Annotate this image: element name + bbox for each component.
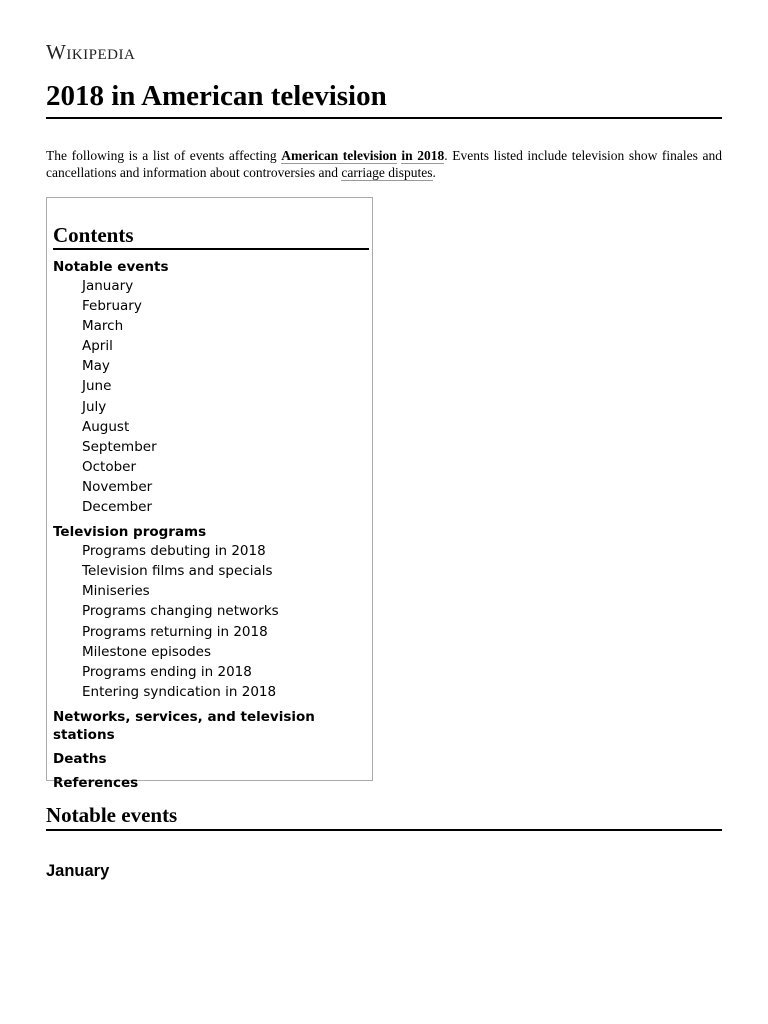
toc-section-link[interactable]: Deaths xyxy=(53,750,107,767)
wikipedia-wordmark[interactable]: Wikipedia xyxy=(46,40,136,64)
subsection-heading-january: January xyxy=(46,862,110,880)
toc-subsection-link[interactable]: July xyxy=(82,398,107,415)
toc-subsection-link[interactable]: Television films and specials xyxy=(82,563,273,580)
toc-section-link[interactable]: Notable events xyxy=(53,259,169,275)
toc-subsection-link[interactable]: April xyxy=(82,338,113,355)
toc-subsection-link[interactable]: August xyxy=(82,418,130,435)
toc-title: Contents xyxy=(53,222,369,250)
toc-subsection-link[interactable]: Programs ending in 2018 xyxy=(82,663,252,680)
toc-subsection-link[interactable]: October xyxy=(82,458,137,475)
toc-subsection-link[interactable]: January xyxy=(82,278,134,294)
in-2018-link[interactable]: in 2018 xyxy=(401,148,445,163)
toc-subsection-link[interactable]: September xyxy=(82,438,157,455)
toc-section-link[interactable]: Television programs xyxy=(53,524,207,541)
toc-subsection-link[interactable]: February xyxy=(82,298,142,315)
toc-subsection-link[interactable]: Miniseries xyxy=(82,583,150,600)
toc-subsection-link[interactable]: March xyxy=(82,318,124,335)
carriage-disputes-link[interactable]: carriage disputes xyxy=(341,165,433,180)
toc-section-link[interactable]: References xyxy=(53,774,139,791)
intro-text: The following is a list of events affecting xyxy=(46,148,282,163)
toc-subsection-link[interactable]: December xyxy=(82,499,153,516)
page-title: 2018 in American television xyxy=(46,78,722,119)
toc-subsection-link[interactable]: November xyxy=(82,478,153,495)
toc-list xyxy=(53,258,369,798)
toc-subsection-link[interactable]: Programs returning in 2018 xyxy=(82,623,268,640)
section-heading-notable-events: Notable events xyxy=(46,802,722,831)
toc-subsection-link[interactable]: June xyxy=(82,378,112,395)
intro-paragraph xyxy=(46,147,722,181)
toc-subsection-link[interactable]: Programs changing networks xyxy=(82,603,279,620)
intro-text: . xyxy=(432,165,436,180)
toc-subsection-link[interactable]: Programs debuting in 2018 xyxy=(82,543,266,560)
toc-section-link[interactable]: Networks, services, and television stations xyxy=(53,708,315,743)
toc-subsection-link[interactable]: Milestone episodes xyxy=(82,643,212,660)
toc-spacer xyxy=(53,792,369,798)
american-television-link[interactable]: American television xyxy=(281,148,397,163)
toc-subsection-link[interactable]: Entering syndication in 2018 xyxy=(82,683,277,700)
toc-subsection-link[interactable]: May xyxy=(82,358,110,375)
table-of-contents xyxy=(46,197,373,791)
intro-text: . Events listed include television show finales and cancellations and information about controversies and xyxy=(46,148,723,180)
